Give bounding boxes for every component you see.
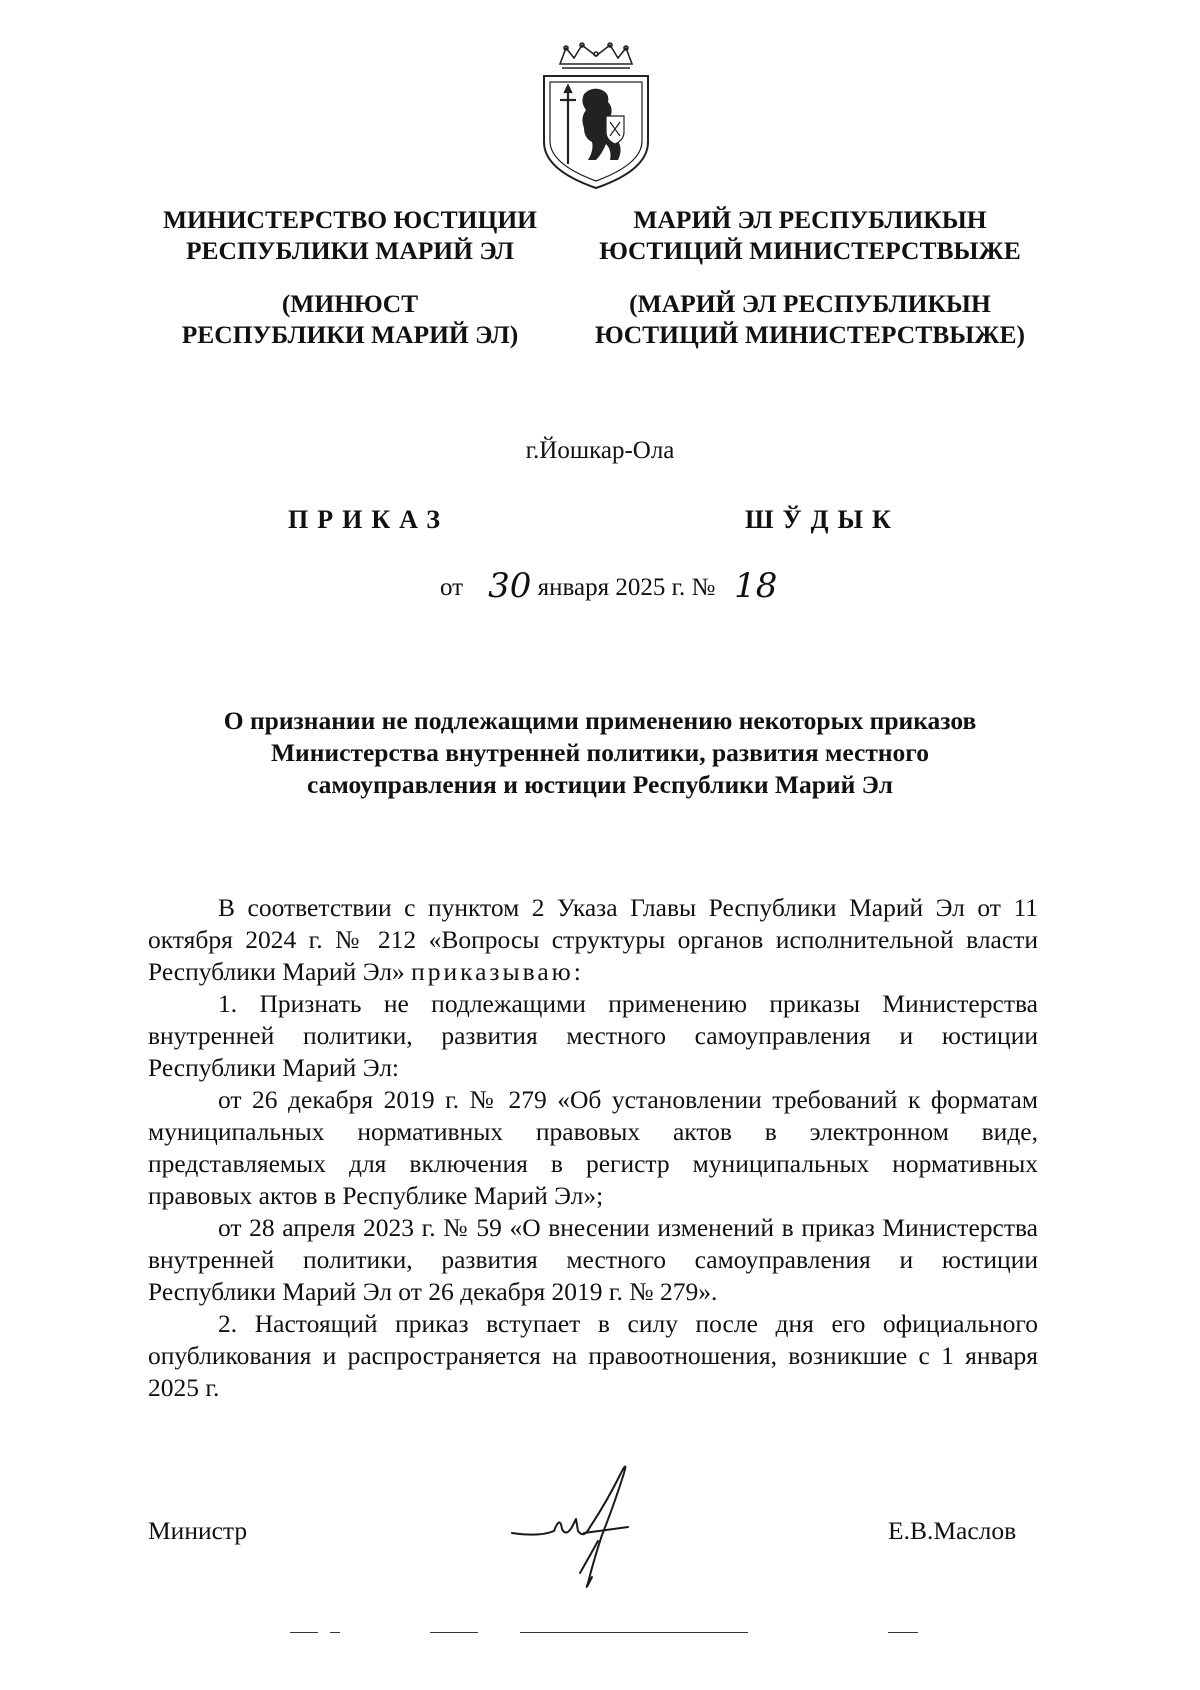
scan-artifact-line (290, 1632, 318, 1633)
ministry-mari-short-line1: (МАРИЙ ЭЛ РЕСПУБЛИКЫН (629, 289, 991, 318)
ministry-short-name-mari (575, 288, 1045, 350)
body-paragraph-2: 2. Настоящий приказ вступает в силу после дня его официального опубликования и распространяется на правоотношения, возникшие с 1 января 2025 г. (148, 1309, 1038, 1402)
document-title (100, 705, 1100, 801)
preamble-text: В соответствии с пунктом 2 Указа Главы Республики Марий Эл от 11 октября 2024 г. № 212 «Вопросы структуры органов исполнительной власти Республики Марий Эл» (148, 893, 1038, 986)
scan-artifact-line (888, 1632, 918, 1633)
ministry-mari-short-line2: ЮСТИЦИЙ МИНИСТЕРСТВЫЖЕ) (595, 320, 1025, 349)
coat-of-arms-icon (540, 42, 652, 192)
ministry-mari-line2: ЮСТИЦИЙ МИНИСТЕРСТВЫЖЕ (599, 236, 1021, 265)
ministry-name-mari (575, 204, 1045, 266)
title-line2: Министерства внутренней политики, развития местного (270, 738, 930, 767)
signatory-position: Министр (148, 1516, 248, 1545)
order-number-handwritten: 18 (734, 566, 778, 606)
document-body (148, 892, 1038, 1404)
ministry-short-name-russian (140, 288, 560, 350)
scan-artifact-line (330, 1632, 340, 1633)
ministry-name-line1: МИНИСТЕРСТВО ЮСТИЦИИ (162, 205, 537, 234)
scan-artifact-line (430, 1632, 478, 1633)
body-paragraph-order-59: от 28 апреля 2023 г. № 59 «О внесении изменений в приказ Министерства внутренней политики, развития местного самоуправления и юстиции Республики Марий Эл от 26 декабря 2019 г. № 279». (148, 1213, 1038, 1306)
date-month-year: января 2025 г. № (537, 574, 716, 601)
order-label-mari: ШЎДЫК (745, 505, 900, 534)
body-paragraph-1: 1. Признать не подлежащими применению приказы Министерства внутренней политики, развития местного самоуправления и юстиции Республики Марий Эл: (148, 989, 1038, 1082)
ministry-name-russian (140, 204, 560, 266)
preamble-action: приказываю: (411, 957, 584, 986)
ministry-name-line2: РЕСПУБЛИКИ МАРИЙ ЭЛ (185, 236, 515, 265)
date-prefix: от (440, 574, 464, 601)
ministry-short-line1: (МИНЮСТ (281, 289, 419, 318)
ministry-mari-line1: МАРИЙ ЭЛ РЕСПУБЛИКЫН (633, 205, 987, 234)
body-paragraph-preamble (148, 892, 1038, 988)
body-paragraph-order-279: от 26 декабря 2019 г. № 279 «Об установлении требований к форматам муниципальных нормативных правовых актов в электронном виде, представляемых для включения в регистр муниципальных нормативных правовых актов в Республике Марий Эл»; (148, 1085, 1038, 1210)
date-day-handwritten: 30 (488, 566, 532, 606)
title-line1: О признании не подлежащими применению некоторых приказов (223, 706, 977, 735)
scan-artifact-line (520, 1632, 748, 1633)
order-date-line (440, 566, 777, 606)
ministry-short-line2: РЕСПУБЛИКИ МАРИЙ ЭЛ) (181, 320, 519, 349)
handwritten-signature (510, 1455, 680, 1595)
order-label-russian: ПРИКАЗ (288, 505, 450, 534)
title-line3: самоуправления и юстиции Республики Марий Эл (307, 770, 893, 799)
city: г.Йошкар-Ола (525, 437, 675, 464)
signatory-name: Е.В.Маслов (888, 1516, 1017, 1545)
